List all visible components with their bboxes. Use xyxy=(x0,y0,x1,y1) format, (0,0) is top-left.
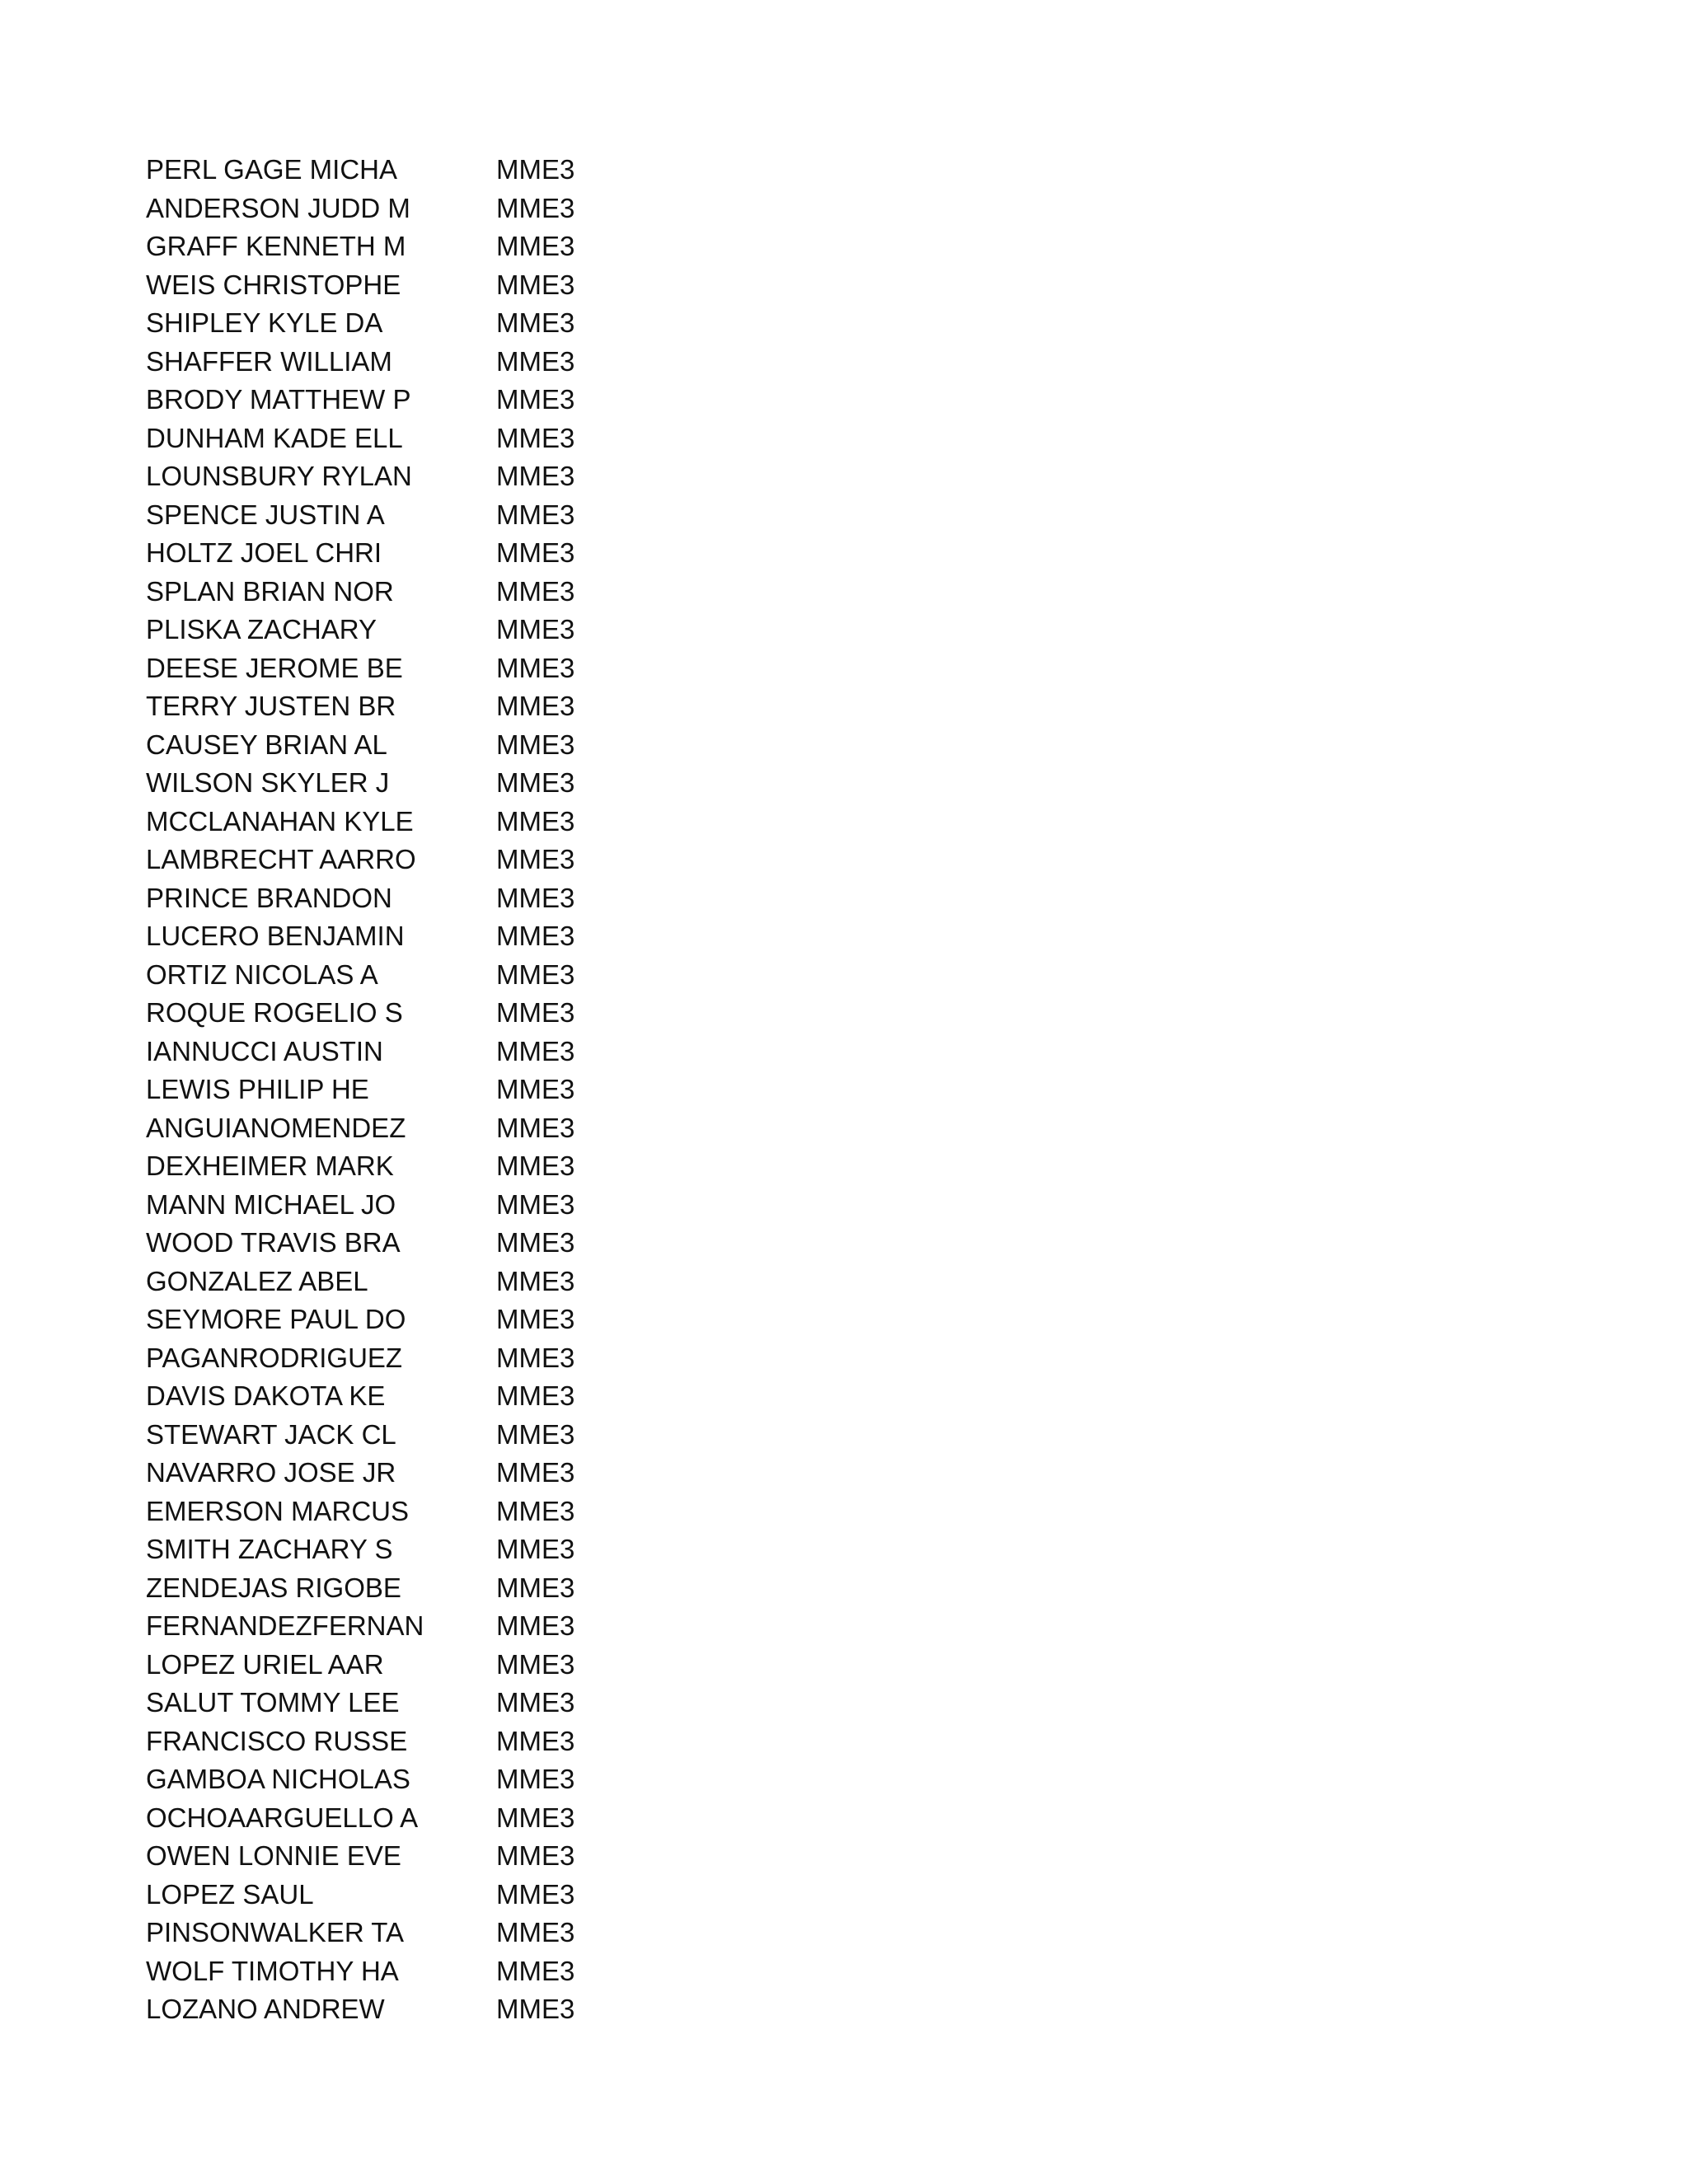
rate-code: MME3 xyxy=(496,729,575,760)
person-name: MCCLANAHAN KYLE xyxy=(146,805,414,837)
rate-code: MME3 xyxy=(496,1725,575,1756)
rate-code: MME3 xyxy=(496,1342,575,1373)
roster-row xyxy=(146,1530,607,1569)
person-name: ANDERSON JUDD M xyxy=(146,192,410,223)
roster-row xyxy=(146,227,607,266)
person-name: NAVARRO JOSE JR xyxy=(146,1457,396,1488)
rate-code: MME3 xyxy=(496,1304,575,1334)
person-name: MANN MICHAEL JO xyxy=(146,1188,396,1220)
roster-row xyxy=(146,1569,607,1608)
rate-code: MME3 xyxy=(496,537,575,568)
rate-code: MME3 xyxy=(496,1380,575,1411)
roster-row xyxy=(146,151,607,190)
rate-code: MME3 xyxy=(496,1074,575,1104)
roster-row xyxy=(146,1914,607,1952)
roster-row xyxy=(146,764,607,803)
roster-row xyxy=(146,304,607,343)
roster-list xyxy=(146,151,607,2029)
person-name: STEWART JACK CL xyxy=(146,1418,396,1450)
rate-code: MME3 xyxy=(496,1035,575,1066)
roster-row xyxy=(146,419,607,458)
person-name: SEYMORE PAUL DO xyxy=(146,1304,406,1334)
rate-code: MME3 xyxy=(496,154,575,185)
rate-code: MME3 xyxy=(496,575,575,607)
person-name: IANNUCCI AUSTIN xyxy=(146,1035,383,1066)
person-name: LOPEZ SAUL xyxy=(146,1878,314,1910)
rate-code: MME3 xyxy=(496,1955,575,1986)
roster-row xyxy=(146,1799,607,1838)
roster-row xyxy=(146,994,607,1033)
rate-code: MME3 xyxy=(496,345,575,377)
rate-code: MME3 xyxy=(496,1687,575,1718)
roster-row xyxy=(146,1263,607,1301)
rate-code: MME3 xyxy=(496,767,575,798)
roster-row xyxy=(146,1990,607,2029)
person-name: LEWIS PHILIP HE xyxy=(146,1074,369,1104)
person-name: ROQUE ROGELIO S xyxy=(146,997,403,1028)
roster-row xyxy=(146,1109,607,1148)
rate-code: MME3 xyxy=(496,805,575,837)
rate-code: MME3 xyxy=(496,1572,575,1603)
roster-row xyxy=(146,1722,607,1761)
person-name: OWEN LONNIE EVE xyxy=(146,1840,401,1871)
roster-row xyxy=(146,343,607,382)
roster-row xyxy=(146,190,607,228)
roster-row xyxy=(146,1876,607,1915)
rate-code: MME3 xyxy=(496,1265,575,1296)
person-name: LOUNSBURY RYLAN xyxy=(146,461,412,491)
person-name: FRANCISCO RUSSE xyxy=(146,1725,408,1756)
person-name: DEXHEIMER MARK xyxy=(146,1151,394,1181)
roster-row xyxy=(146,649,607,688)
roster-row xyxy=(146,1684,607,1722)
roster-row xyxy=(146,803,607,841)
rate-code: MME3 xyxy=(496,461,575,491)
person-name: PERL GAGE MICHA xyxy=(146,154,398,185)
person-name: GRAFF KENNETH M xyxy=(146,231,406,261)
rate-code: MME3 xyxy=(496,1878,575,1910)
person-name: LOPEZ URIEL AAR xyxy=(146,1648,384,1680)
roster-row xyxy=(146,1033,607,1071)
person-name: EMERSON MARCUS xyxy=(146,1495,410,1526)
roster-row xyxy=(146,726,607,765)
rate-code: MME3 xyxy=(496,921,575,951)
roster-row xyxy=(146,381,607,419)
person-name: SHAFFER WILLIAM xyxy=(146,345,392,377)
person-name: PLISKA ZACHARY xyxy=(146,614,377,644)
person-name: WEIS CHRISTOPHE xyxy=(146,269,401,300)
rate-code: MME3 xyxy=(496,422,575,453)
roster-row xyxy=(146,573,607,612)
roster-row xyxy=(146,534,607,573)
roster-row xyxy=(146,1301,607,1339)
person-name: WILSON SKYLER J xyxy=(146,767,390,798)
roster-row xyxy=(146,917,607,956)
roster-row xyxy=(146,611,607,649)
roster-row xyxy=(146,1454,607,1493)
person-name: BRODY MATTHEW P xyxy=(146,384,411,415)
roster-row xyxy=(146,496,607,535)
rate-code: MME3 xyxy=(496,691,575,721)
person-name: OCHOAARGUELLO A xyxy=(146,1802,419,1833)
rate-code: MME3 xyxy=(496,1151,575,1181)
person-name: ORTIZ NICOLAS A xyxy=(146,958,378,990)
roster-row xyxy=(146,457,607,496)
rate-code: MME3 xyxy=(496,384,575,415)
rate-code: MME3 xyxy=(496,958,575,990)
roster-row xyxy=(146,1377,607,1416)
roster-row xyxy=(146,1837,607,1876)
person-name: SPLAN BRIAN NOR xyxy=(146,575,394,607)
rate-code: MME3 xyxy=(496,1802,575,1833)
person-name: ZENDEJAS RIGOBE xyxy=(146,1572,401,1603)
person-name: SHIPLEY KYLE DA xyxy=(146,307,383,338)
person-name: LOZANO ANDREW xyxy=(146,1994,385,2024)
rate-code: MME3 xyxy=(496,192,575,223)
rate-code: MME3 xyxy=(496,1994,575,2024)
person-name: LAMBRECHT AARRO xyxy=(146,844,416,874)
person-name: DAVIS DAKOTA KE xyxy=(146,1380,386,1411)
roster-row xyxy=(146,266,607,305)
rate-code: MME3 xyxy=(496,1188,575,1220)
rate-code: MME3 xyxy=(496,997,575,1028)
rate-code: MME3 xyxy=(496,1764,575,1794)
rate-code: MME3 xyxy=(496,844,575,874)
person-name: FERNANDEZFERNAN xyxy=(146,1610,424,1641)
person-name: HOLTZ JOEL CHRI xyxy=(146,537,382,568)
rate-code: MME3 xyxy=(496,1112,575,1143)
roster-row xyxy=(146,1186,607,1225)
person-name: DEESE JEROME BE xyxy=(146,652,403,683)
roster-row xyxy=(146,1339,607,1378)
roster-row xyxy=(146,1952,607,1991)
rate-code: MME3 xyxy=(496,1917,575,1947)
person-name: TERRY JUSTEN BR xyxy=(146,691,396,721)
person-name: PINSONWALKER TA xyxy=(146,1917,404,1947)
roster-row xyxy=(146,1224,607,1263)
person-name: PAGANRODRIGUEZ xyxy=(146,1342,403,1373)
roster-row xyxy=(146,879,607,918)
roster-row xyxy=(146,956,607,995)
person-name: LUCERO BENJAMIN xyxy=(146,921,405,951)
person-name: WOLF TIMOTHY HA xyxy=(146,1955,399,1986)
roster-row xyxy=(146,841,607,879)
rate-code: MME3 xyxy=(496,1227,575,1258)
person-name: WOOD TRAVIS BRA xyxy=(146,1227,401,1258)
roster-row xyxy=(146,687,607,726)
rate-code: MME3 xyxy=(496,882,575,913)
roster-row xyxy=(146,1607,607,1646)
rate-code: MME3 xyxy=(496,1457,575,1488)
roster-row xyxy=(146,1071,607,1109)
roster-row xyxy=(146,1760,607,1799)
rate-code: MME3 xyxy=(496,231,575,261)
rate-code: MME3 xyxy=(496,269,575,300)
rate-code: MME3 xyxy=(496,652,575,683)
rate-code: MME3 xyxy=(496,1418,575,1450)
rate-code: MME3 xyxy=(496,499,575,530)
roster-row xyxy=(146,1493,607,1531)
person-name: GONZALEZ ABEL xyxy=(146,1265,368,1296)
person-name: ANGUIANOMENDEZ xyxy=(146,1112,406,1143)
person-name: CAUSEY BRIAN AL xyxy=(146,729,387,760)
rate-code: MME3 xyxy=(496,1534,575,1564)
rate-code: MME3 xyxy=(496,1610,575,1641)
rate-code: MME3 xyxy=(496,1648,575,1680)
person-name: SPENCE JUSTIN A xyxy=(146,499,385,530)
rate-code: MME3 xyxy=(496,307,575,338)
rate-code: MME3 xyxy=(496,614,575,644)
rate-code: MME3 xyxy=(496,1840,575,1871)
rate-code: MME3 xyxy=(496,1495,575,1526)
person-name: SMITH ZACHARY S xyxy=(146,1534,393,1564)
person-name: PRINCE BRANDON xyxy=(146,882,392,913)
person-name: SALUT TOMMY LEE xyxy=(146,1687,400,1718)
person-name: DUNHAM KADE ELL xyxy=(146,422,403,453)
roster-row xyxy=(146,1646,607,1685)
roster-row xyxy=(146,1416,607,1455)
roster-row xyxy=(146,1147,607,1186)
person-name: GAMBOA NICHOLAS xyxy=(146,1764,410,1794)
